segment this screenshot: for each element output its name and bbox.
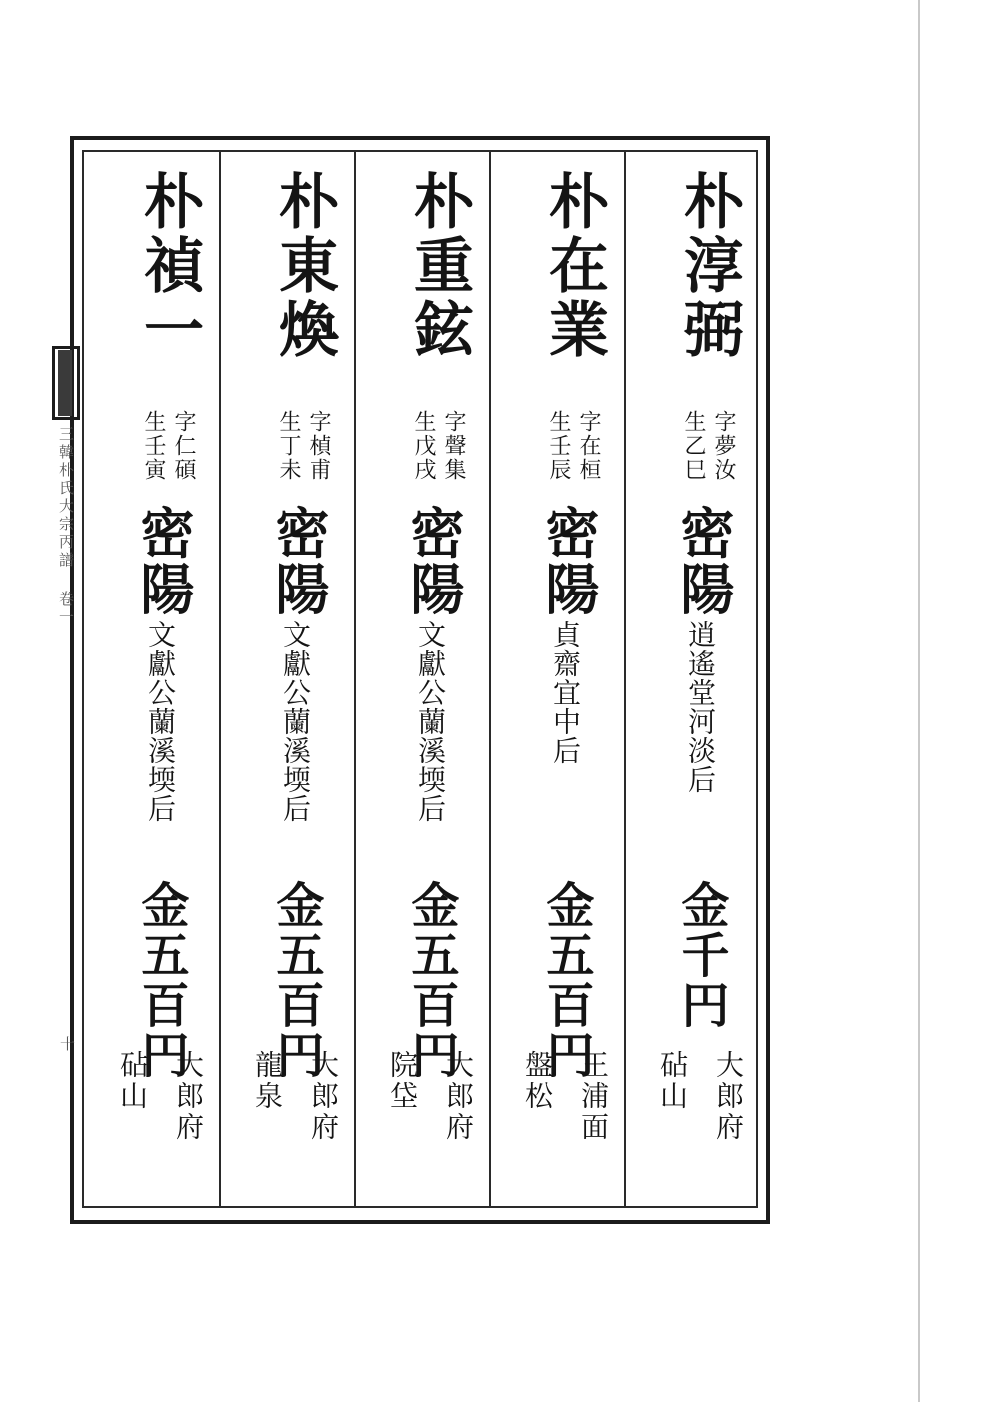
village: 砧山 bbox=[116, 1050, 149, 1112]
person-name: 朴淳弼 bbox=[674, 170, 744, 362]
courtesy-name: 字仁碩 bbox=[171, 410, 196, 482]
courtesy-name: 字楨甫 bbox=[306, 410, 331, 482]
clan-seat: 密陽 bbox=[537, 505, 601, 617]
district: 王浦面 bbox=[577, 1050, 610, 1143]
person-name: 朴重鉉 bbox=[404, 170, 474, 362]
entry-column bbox=[625, 150, 758, 1208]
entry-column bbox=[220, 150, 353, 1208]
scan-edge-line bbox=[918, 0, 920, 1402]
district: 大郎府 bbox=[712, 1050, 745, 1143]
clan-seat: 密陽 bbox=[132, 505, 196, 617]
spine-page-mark: 十 bbox=[58, 1036, 76, 1051]
book-page bbox=[52, 136, 782, 1240]
person-name: 朴禎一 bbox=[134, 170, 204, 362]
clan-seat: 密陽 bbox=[267, 505, 331, 617]
donation-amount: 金五百円 bbox=[538, 880, 594, 1080]
donation-amount: 金千円 bbox=[673, 880, 729, 1030]
lineage-note: 文獻公蘭溪堧后 bbox=[414, 620, 447, 823]
courtesy-name: 字聲集 bbox=[441, 410, 466, 482]
spine-tab bbox=[58, 350, 72, 416]
person-name: 朴在業 bbox=[539, 170, 609, 362]
donation-amount: 金五百円 bbox=[403, 880, 459, 1080]
lineage-note: 文獻公蘭溪堧后 bbox=[279, 620, 312, 823]
village: 砧山 bbox=[656, 1050, 689, 1112]
birth-year: 生壬寅 bbox=[141, 410, 166, 482]
clan-seat: 密陽 bbox=[402, 505, 466, 617]
village: 盤松 bbox=[521, 1050, 554, 1112]
birth-year: 生乙巳 bbox=[681, 410, 706, 482]
district: 大郎府 bbox=[307, 1050, 340, 1143]
spine-title: 三韓朴氏大宗丙譜 卷一 bbox=[57, 426, 75, 627]
donation-amount: 金五百円 bbox=[133, 880, 189, 1080]
entry-column bbox=[490, 150, 623, 1208]
birth-year: 生戊戌 bbox=[411, 410, 436, 482]
entry-column bbox=[355, 150, 488, 1208]
birth-year: 生丁未 bbox=[276, 410, 301, 482]
lineage-note: 貞齋宜中后 bbox=[549, 620, 582, 765]
birth-year: 生壬辰 bbox=[546, 410, 571, 482]
lineage-note: 文獻公蘭溪堧后 bbox=[144, 620, 177, 823]
courtesy-name: 字在桓 bbox=[576, 410, 601, 482]
person-name: 朴東煥 bbox=[269, 170, 339, 362]
clan-seat: 密陽 bbox=[672, 505, 736, 617]
entry-column bbox=[85, 150, 218, 1208]
village: 院垈 bbox=[386, 1050, 419, 1112]
district: 大郎府 bbox=[442, 1050, 475, 1143]
donation-amount: 金五百円 bbox=[268, 880, 324, 1080]
courtesy-name: 字夢汝 bbox=[711, 410, 736, 482]
lineage-note: 逍遙堂河淡后 bbox=[684, 620, 717, 794]
district: 大郎府 bbox=[172, 1050, 205, 1143]
village: 龍泉 bbox=[251, 1050, 284, 1112]
